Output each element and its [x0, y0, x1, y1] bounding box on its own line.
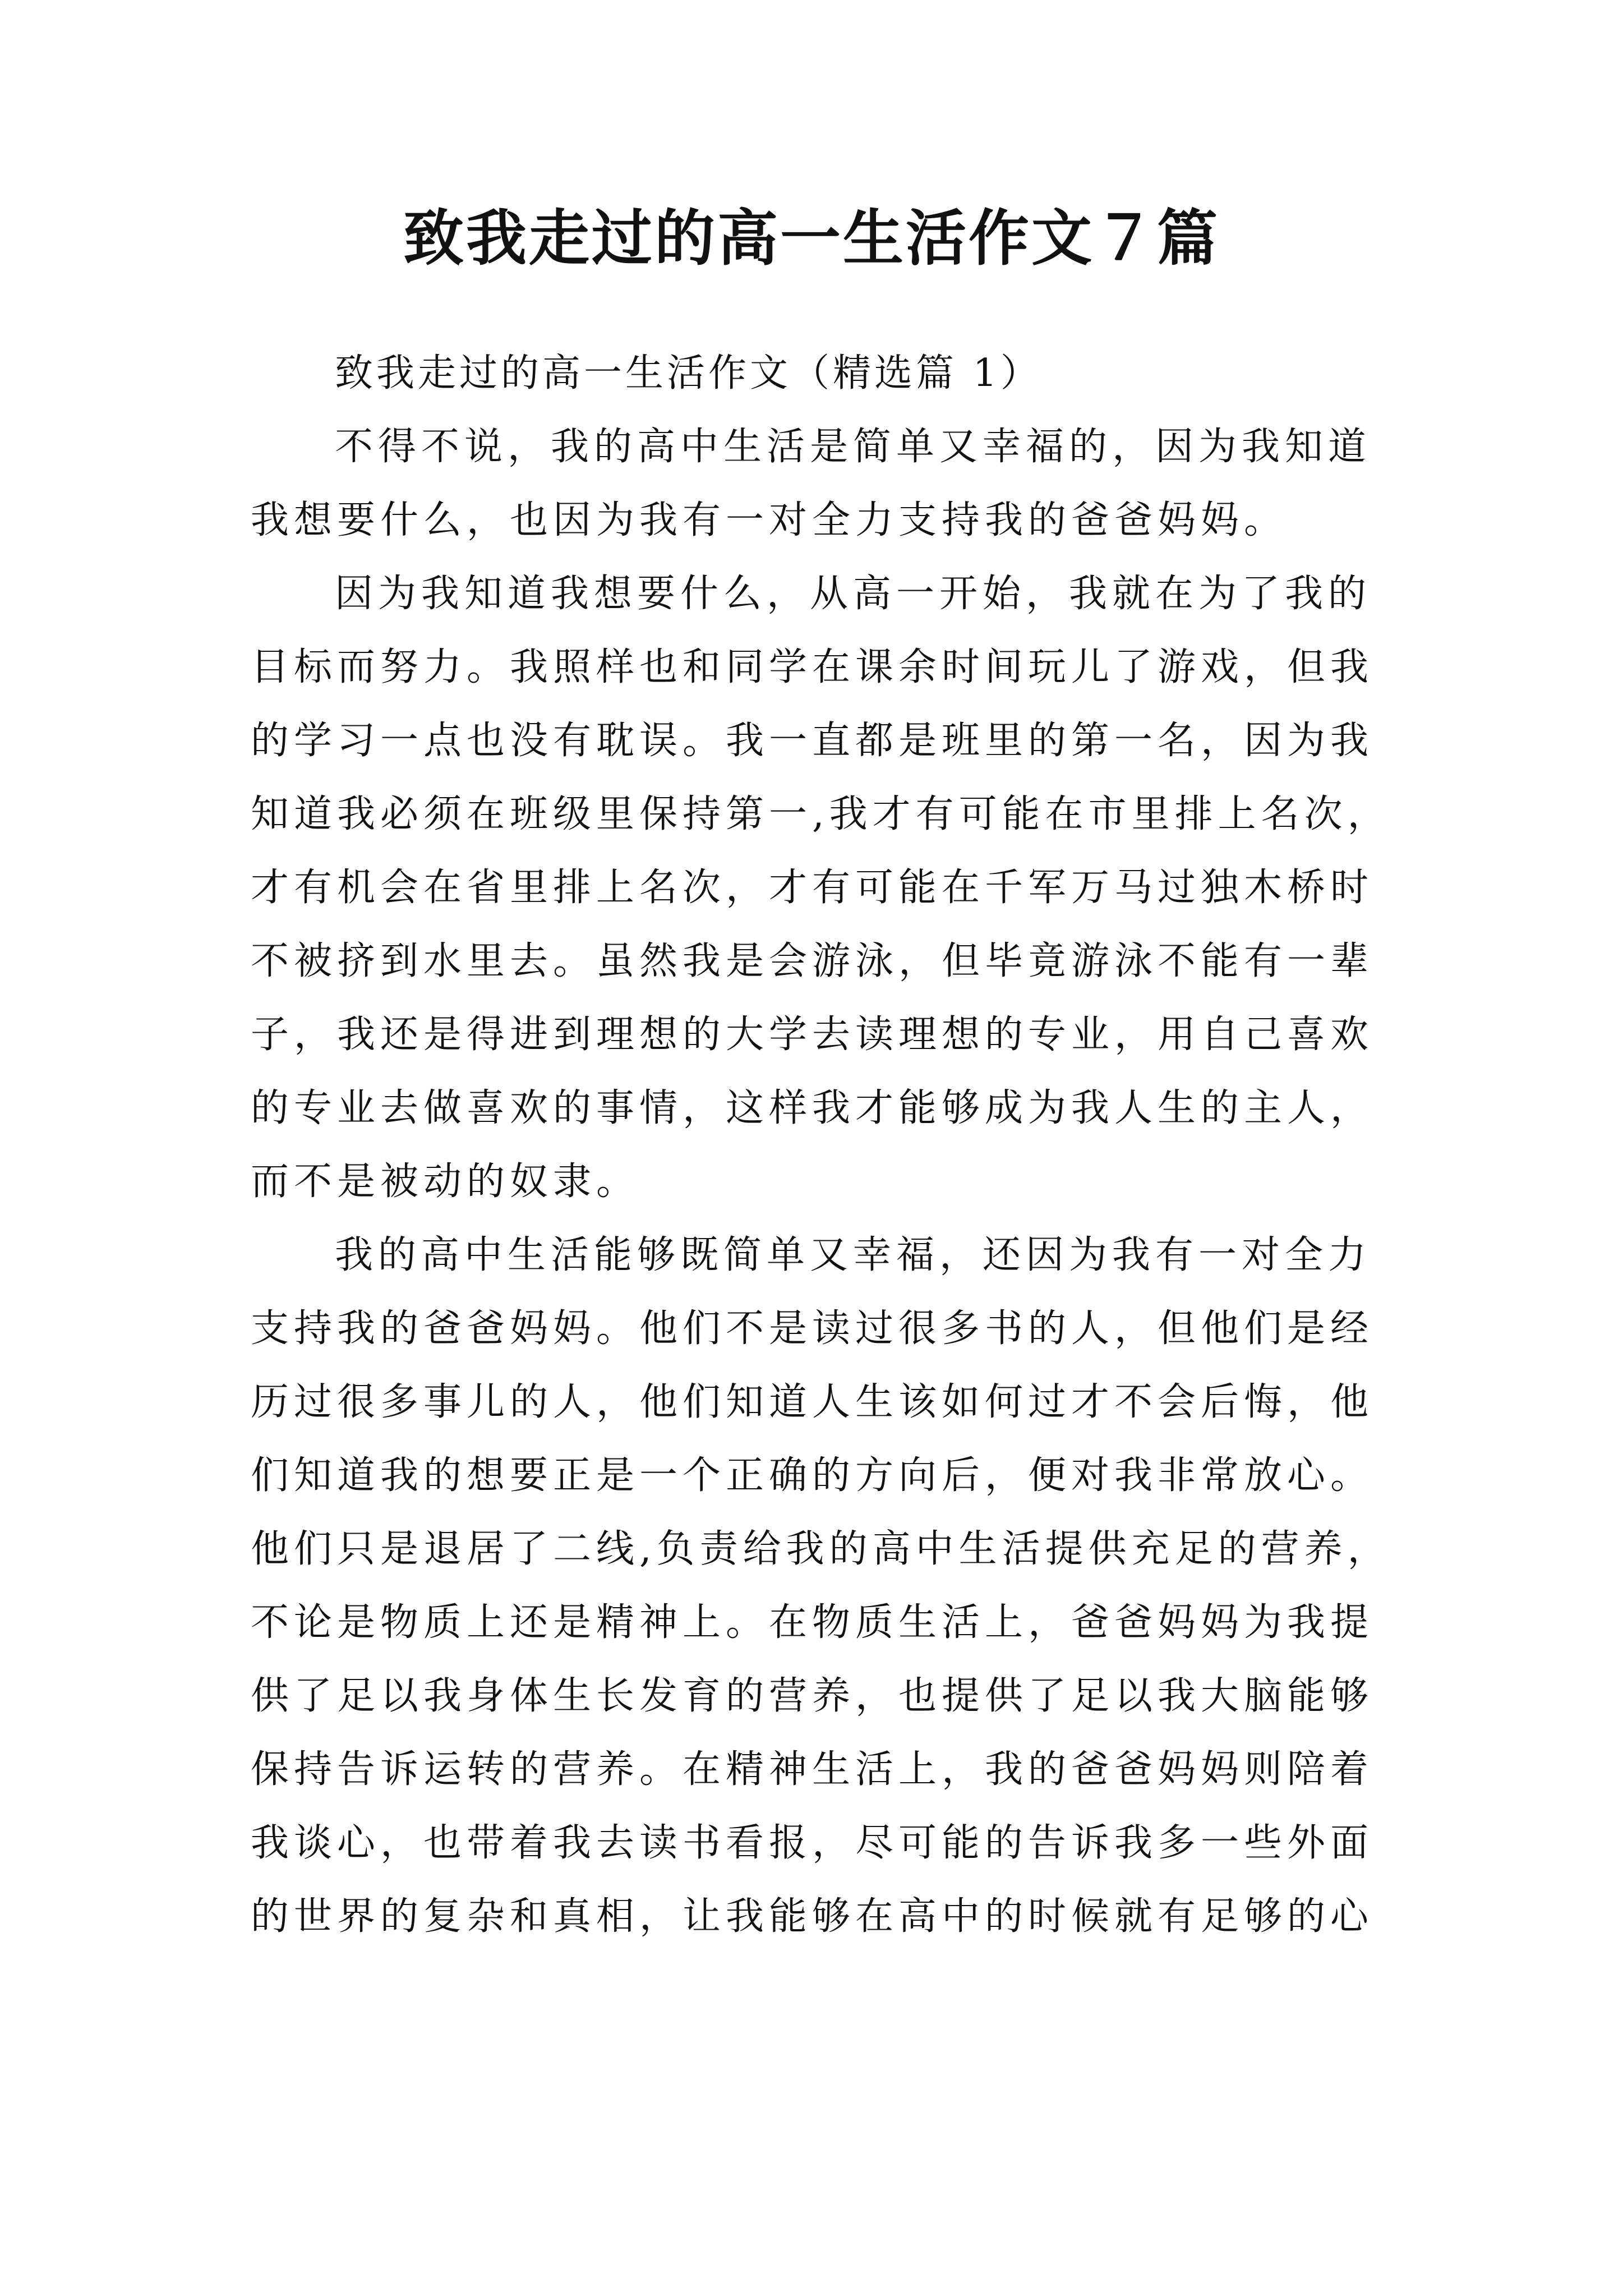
paragraph-line: 保持告诉运转的营养。在精神生活上，我的爸爸妈妈则陪着 — [251, 1747, 1374, 1792]
paragraph-line: 不得不说，我的高中生活是简单又幸福的，因为我知道 — [335, 425, 1372, 469]
paragraph-line: 我想要什么，也因为我有一对全力支持我的爸爸妈妈。 — [251, 498, 1288, 542]
paragraph-line: 的世界的复杂和真相，让我能够在高中的时候就有足够的心 — [251, 1894, 1374, 1939]
paragraph-line: 支持我的爸爸妈妈。他们不是读过很多书的人，但他们是经 — [251, 1306, 1374, 1351]
paragraph-line: 供了足以我身体生长发育的营养，也提供了足以我大脑能够 — [251, 1674, 1374, 1718]
paragraph-line: 子，我还是得进到理想的大学去读理想的专业，用自己喜欢 — [251, 1013, 1374, 1057]
paragraph-line: 不被挤到水里去。虽然我是会游泳，但毕竟游泳不能有一辈 — [251, 939, 1374, 983]
paragraph-line: 历过很多事儿的人，他们知道人生该如何过才不会后悔，他 — [251, 1380, 1374, 1424]
section-heading: 致我走过的高一生活作文（精选篇 1） — [335, 351, 1042, 395]
paragraph-line: 我的高中生活能够既简单又幸福，还因为我有一对全力 — [335, 1233, 1372, 1277]
paragraph-line: 的专业去做喜欢的事情，这样我才能够成为我人生的主人， — [251, 1086, 1374, 1130]
paragraph-line: 不论是物质上还是精神上。在物质生活上，爸爸妈妈为我提 — [251, 1600, 1374, 1645]
paragraph-line: 而不是被动的奴隶。 — [251, 1159, 640, 1204]
paragraph-line: 他们只是退居了二线,负责给我的高中生活提供充足的营养， — [251, 1527, 1391, 1571]
document-title: 致我走过的高一生活作文７篇 — [403, 203, 1220, 274]
paragraph-line: 的学习一点也没有耽误。我一直都是班里的第一名，因为我 — [251, 719, 1374, 763]
paragraph-line: 我谈心，也带着我去读书看报，尽可能的告诉我多一些外面 — [251, 1821, 1374, 1865]
paragraph-line: 目标而努力。我照样也和同学在课余时间玩儿了游戏，但我 — [251, 645, 1374, 689]
paragraph-line: 才有机会在省里排上名次，才有可能在千军万马过独木桥时 — [251, 866, 1374, 910]
paragraph-line: 们知道我的想要正是一个正确的方向后，便对我非常放心。 — [251, 1453, 1374, 1498]
paragraph-line: 因为我知道我想要什么，从高一开始，我就在为了我的 — [335, 572, 1372, 616]
document-body — [251, 337, 1400, 1953]
paragraph-line: 知道我必须在班级里保持第一,我才有可能在市里排上名次， — [251, 792, 1391, 836]
